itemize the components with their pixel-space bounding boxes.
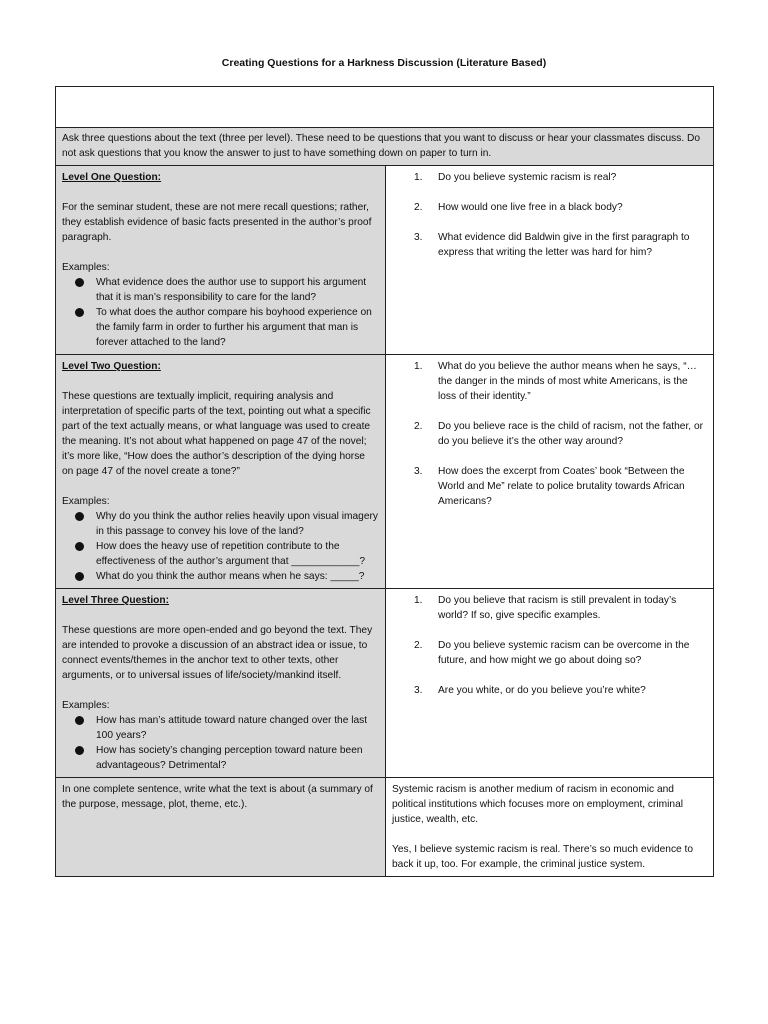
- answer-number: 2.: [414, 421, 423, 432]
- example-item: [62, 509, 379, 539]
- examples-label: Examples:: [62, 496, 110, 507]
- level-one-answers-cell[interactable]: [386, 166, 713, 354]
- answer-number: 2.: [414, 640, 423, 651]
- level-three-description-cell: [56, 589, 386, 777]
- answer-item: [392, 359, 707, 404]
- level-heading: Level Two Question:: [62, 361, 161, 372]
- summary-answer-cell[interactable]: [386, 778, 713, 876]
- summary-prompt-cell: [56, 778, 386, 876]
- answer-number: 3.: [414, 685, 423, 696]
- bullet-icon: [75, 572, 84, 581]
- answer-number: 1.: [414, 361, 423, 372]
- example-item: [62, 713, 379, 743]
- answer-text: What evidence did Baldwin give in the first paragraph to express that writing the letter was hard for him?: [438, 232, 690, 258]
- example-item: [62, 539, 379, 569]
- answer-number: 2.: [414, 202, 423, 213]
- summary-answer-paragraph: Systemic racism is another medium of racism in economic and political institutions which focuses more on employment, criminal justice, wealth, etc.: [392, 784, 684, 825]
- bullet-icon: [75, 746, 84, 755]
- examples-list: [62, 275, 379, 350]
- answer-text: How does the excerpt from Coates’ book “Between the World and Me” relate to police brutality towards African Americans?: [438, 466, 685, 507]
- bullet-icon: [75, 308, 84, 317]
- answer-text: Do you believe that racism is still prevalent in today’s world? If so, give specific examples.: [438, 595, 677, 621]
- level-three-answers-cell[interactable]: [386, 589, 713, 777]
- level-description: For the seminar student, these are not mere recall questions; rather, they establish evidence of basic facts presented in the author’s proof paragraph.: [62, 202, 372, 243]
- level-one-description-cell: [56, 166, 386, 354]
- answer-item: [392, 230, 707, 260]
- answer-list: [392, 359, 707, 509]
- bullet-icon: [75, 716, 84, 725]
- example-text: How has man’s attitude toward nature changed over the last 100 years?: [96, 715, 368, 741]
- bullet-icon: [75, 512, 84, 521]
- level-description: These questions are more open-ended and go beyond the text. They are intended to provoke a discussion of an abstract idea or issue, to connect events/themes in the anchor text to other texts, other arguments, or to universal issues of life/society/mankind itself.: [62, 625, 373, 681]
- document-title: Creating Questions for a Harkness Discussion (Literature Based): [221, 57, 547, 69]
- answer-text: How would one live free in a black body?: [438, 202, 623, 213]
- level-two-row: [56, 355, 713, 589]
- answer-item: [392, 170, 707, 185]
- example-item: [62, 305, 379, 350]
- answer-text: Do you believe systemic racism is real?: [438, 172, 617, 183]
- example-text: What evidence does the author use to support his argument that it is man’s responsibility to care for the land?: [96, 277, 367, 303]
- bullet-icon: [75, 542, 84, 551]
- answer-item: [392, 464, 707, 509]
- level-three-row: [56, 589, 713, 778]
- examples-list: [62, 509, 379, 584]
- answer-list: [392, 593, 707, 698]
- example-item: [62, 569, 379, 584]
- summary-answer-paragraph: Yes, I believe systemic racism is real. There’s so much evidence to back it up, too. For example, the criminal justice system.: [392, 844, 694, 870]
- answer-item: [392, 638, 707, 668]
- answer-text: Are you white, or do you believe you’re white?: [438, 685, 646, 696]
- examples-label: Examples:: [62, 262, 110, 273]
- summary-row: [56, 778, 713, 876]
- level-heading: Level One Question:: [62, 172, 162, 183]
- example-text: How has society’s changing perception toward nature been advantageous? Detrimental?: [96, 745, 363, 771]
- question-table: [55, 86, 714, 877]
- bullet-icon: [75, 278, 84, 287]
- answer-number: 1.: [414, 172, 423, 183]
- example-item: [62, 743, 379, 773]
- example-text: What do you think the author means when he says: _____?: [96, 571, 365, 582]
- answer-text: Do you believe systemic racism can be overcome in the future, and how might we go about doing so?: [438, 640, 690, 666]
- level-two-answers-cell[interactable]: [386, 355, 713, 588]
- example-text: How does the heavy use of repetition contribute to the effectiveness of the author’s argument that ____________?: [96, 541, 366, 567]
- instructions-cell: Ask three questions about the text (three per level). These need to be questions that you want to discuss or hear your classmates discuss. Do not ask questions that you know the answer to just to have something down on paper to turn in.: [56, 128, 713, 166]
- example-text: To what does the author compare his boyhood experience on the family farm in order to further his argument that man is forever attached to the land?: [96, 307, 372, 348]
- examples-list: [62, 713, 379, 773]
- answer-item: [392, 683, 707, 698]
- examples-label: Examples:: [62, 700, 110, 711]
- answer-list: [392, 170, 707, 260]
- example-item: [62, 275, 379, 305]
- answer-number: 3.: [414, 232, 423, 243]
- answer-item: [392, 593, 707, 623]
- example-text: Why do you think the author relies heavily upon visual imagery in this passage to convey his love of the land?: [96, 511, 379, 537]
- answer-text: Do you believe race is the child of racism, not the father, or do you believe it’s the other way around?: [438, 421, 704, 447]
- level-heading: Level Three Question:: [62, 595, 169, 606]
- name-entry-row[interactable]: [56, 87, 713, 128]
- level-description: These questions are textually implicit, requiring analysis and interpretation of specific parts of the text, pointing out what a specific part of the text actually means, or what language was used to create the meaning. It’s not about what happened on page 47 of the novel; it’s more like, “How does the author’s description of the dying horse on page 47 of the novel create a tone?”: [62, 391, 371, 477]
- summary-prompt: In one complete sentence, write what the text is about (a summary of the purpose, message, plot, theme, etc.).: [62, 784, 373, 810]
- level-one-row: [56, 166, 713, 355]
- level-two-description-cell: [56, 355, 386, 588]
- answer-number: 3.: [414, 466, 423, 477]
- answer-item: [392, 419, 707, 449]
- answer-text: What do you believe the author means when he says, “… the danger in the minds of most white Americans, is the loss of their identity.”: [438, 361, 697, 402]
- answer-number: 1.: [414, 595, 423, 606]
- answer-item: [392, 200, 707, 215]
